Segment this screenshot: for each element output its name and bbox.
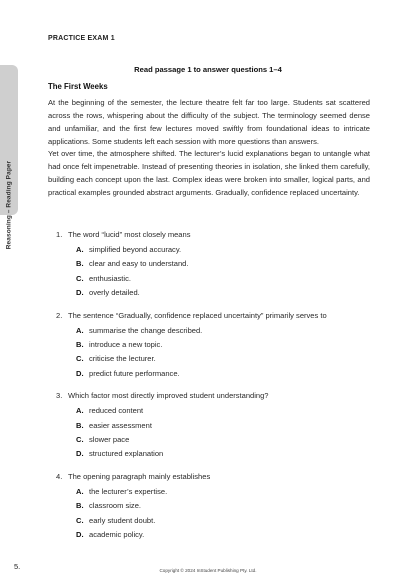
question-text: The opening paragraph mainly establishes <box>68 471 211 481</box>
option-letter: C. <box>76 273 84 283</box>
option-text: enthusiastic. <box>89 273 131 283</box>
answer-option-d[interactable] <box>76 286 376 300</box>
option-text: clear and easy to understand. <box>89 259 189 269</box>
option-letter: C. <box>76 435 84 445</box>
option-text: the lecturer’s expertise. <box>89 486 168 496</box>
option-text: easier assessment <box>89 420 152 430</box>
answer-option-b[interactable] <box>76 257 376 271</box>
question-text: Which factor most directly improved student understanding? <box>68 391 269 401</box>
answer-option-c[interactable] <box>76 433 376 447</box>
question-2 <box>56 310 376 382</box>
option-letter: B. <box>76 340 84 350</box>
question-number: 1. <box>56 230 63 239</box>
option-text: reduced content <box>89 406 144 416</box>
page-number: 5. <box>14 562 21 571</box>
option-letter: A. <box>76 486 84 496</box>
option-letter: D. <box>76 368 84 378</box>
option-letter: D. <box>76 288 84 298</box>
question-number: 4. <box>56 471 63 481</box>
option-text: early student doubt. <box>89 515 156 525</box>
option-letter: A. <box>76 245 84 254</box>
option-text: slower pace <box>89 435 130 445</box>
question-text: The sentence “Gradually, confidence replaced uncertainty” primarily serves to <box>68 310 327 320</box>
option-text: criticise the lecturer. <box>89 354 156 364</box>
option-letter: B. <box>76 420 84 430</box>
option-letter: D. <box>76 530 84 540</box>
option-text: summarise the change described. <box>89 325 203 335</box>
question-4 <box>56 471 376 543</box>
question-text: The word “lucid” most closely means <box>68 230 191 239</box>
copyright-notice: Copyright © 2024 InStudent Publishing Pty. Ltd. <box>159 568 257 573</box>
answer-option-d[interactable] <box>76 447 376 461</box>
page-header: PRACTICE EXAM 1 <box>48 35 115 42</box>
answer-option-b[interactable] <box>76 419 376 433</box>
option-text: introduce a new topic. <box>89 340 163 350</box>
question-list <box>56 229 376 552</box>
passage-instruction: Read passage 1 to answer questions 1–4 <box>134 65 282 74</box>
question-stem <box>56 471 376 482</box>
passage-paragraph-1: At the beginning of the semester, the lecture theatre felt far too large. Students sat scattered across the rows, whispering about the difficulty of the subject. The terminology seemed dense and unfamiliar, and the first few lectures moved swiftly from foundational ideas to intricate applications. Some students left each session with more questions than answers. <box>48 98 370 146</box>
answer-option-a[interactable] <box>76 404 376 418</box>
option-text: academic policy. <box>89 530 145 540</box>
question-stem <box>56 390 376 401</box>
question-1 <box>56 229 376 301</box>
question-3 <box>56 390 376 462</box>
passage-paragraph-2: Yet over time, the atmosphere shifted. The lecturer’s lucid explanations began to untangle what had once felt impenetrable. Instead of presenting theories in isolation, she linked them carefully, building each concept upon the last. Complex ideas were broken into smaller, logical parts, and practical examples grounded abstract arguments. Gradually, confidence replaced uncertainty. <box>48 149 370 197</box>
option-text: predict future performance. <box>89 368 180 378</box>
option-letter: A. <box>76 325 84 335</box>
option-letter: D. <box>76 449 84 459</box>
answer-option-b[interactable] <box>76 338 376 352</box>
option-letter: C. <box>76 354 84 364</box>
option-letter: A. <box>76 406 84 416</box>
answer-option-a[interactable] <box>76 485 376 499</box>
answer-option-d[interactable] <box>76 528 376 542</box>
question-stem <box>56 310 376 321</box>
answer-option-d[interactable] <box>76 367 376 381</box>
answer-option-c[interactable] <box>76 514 376 528</box>
option-text: structured explanation <box>89 449 164 459</box>
question-number: 3. <box>56 391 63 401</box>
question-stem <box>56 229 376 240</box>
option-letter: B. <box>76 259 84 269</box>
question-number: 2. <box>56 310 63 320</box>
option-letter: C. <box>76 515 84 525</box>
answer-option-a[interactable] <box>76 324 376 338</box>
option-text: overly detailed. <box>89 288 140 298</box>
option-text: simplified beyond accuracy. <box>89 245 182 254</box>
answer-option-c[interactable] <box>76 352 376 366</box>
passage-title: The First Weeks <box>48 82 108 91</box>
section-side-tab <box>0 65 18 250</box>
section-side-tab-label: Reasoning – Reading Paper <box>5 160 13 250</box>
answer-option-a[interactable] <box>76 243 376 257</box>
answer-option-b[interactable] <box>76 499 376 513</box>
answer-option-c[interactable] <box>76 272 376 286</box>
option-text: classroom size. <box>89 501 142 511</box>
option-letter: B. <box>76 501 84 511</box>
